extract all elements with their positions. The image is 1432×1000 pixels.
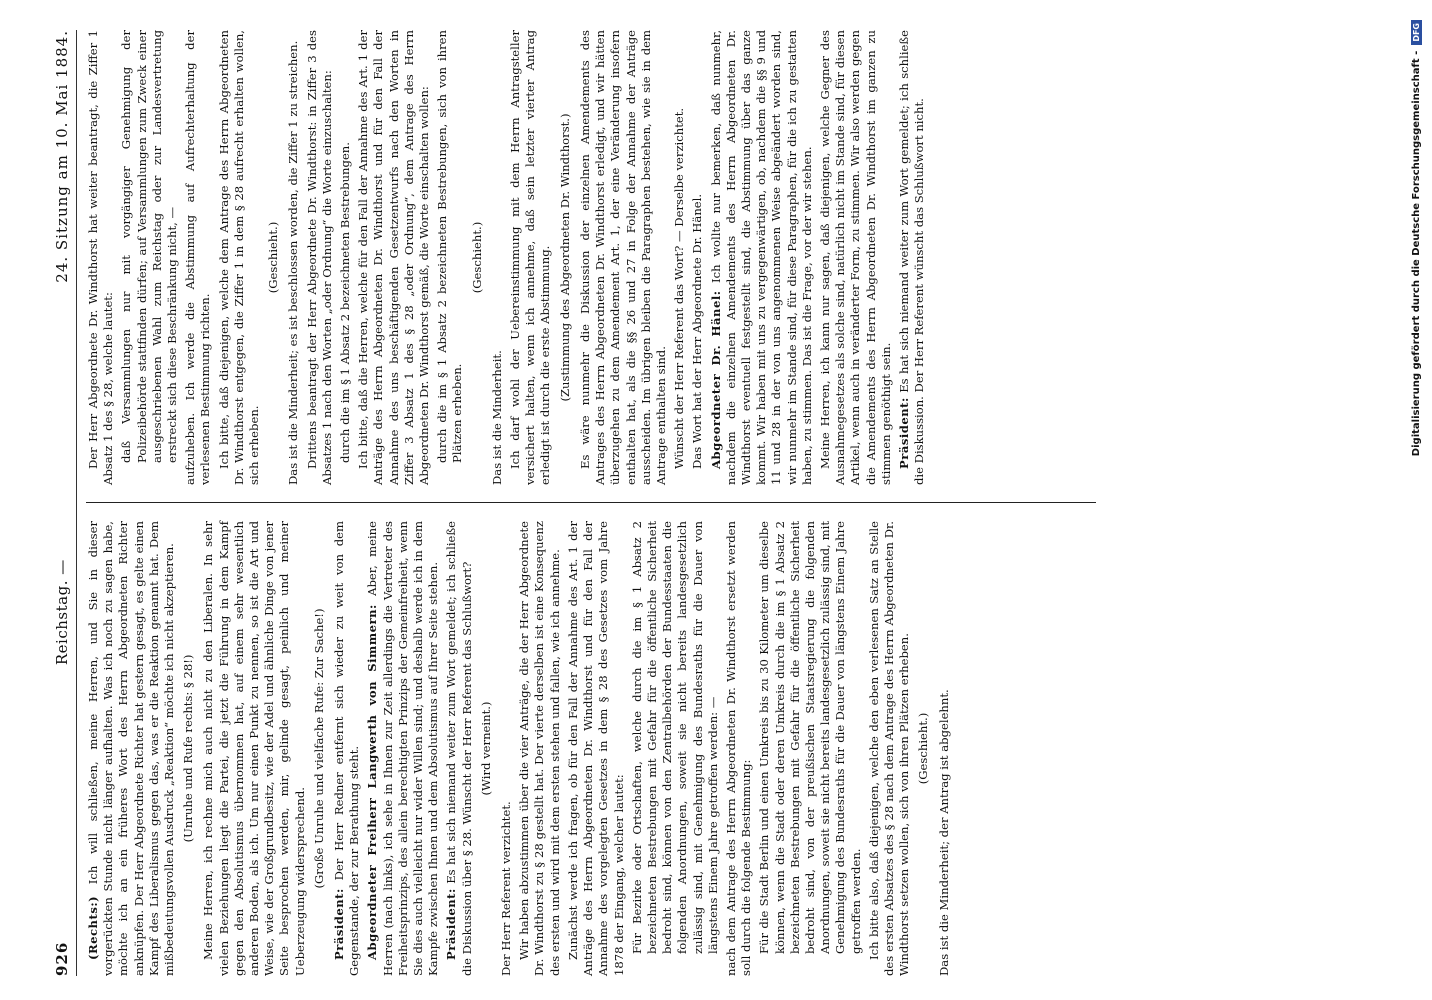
paragraph-text: Es wäre nunmehr die Diskussion der einzelnen Amendements des Antrages des Herrn Abgeordneten Dr. Windthorst erledigt, und wir hätten überzugehen zu dem Amendement Art. 1, der eine Veränderung insofern enthalten hat, als die §§ 26 und 27 in Folge der Annahme der Anträge ausscheiden. Im übrigen bleiben die Paragraphen bestehen, wie sie in dem Antrage enthalten sind.: [577, 30, 668, 485]
stage-direction: (Wird verneint.): [478, 701, 493, 796]
quoted-text: [630, 521, 721, 976]
speaker-name: Präsident:: [444, 888, 459, 960]
paragraph-text: Es hat sich niemand weiter zum Wort gemeldet; ich schließe die Diskussion. Der Herr Referent wünscht das Schlußwort nicht.: [896, 29, 927, 485]
quoted-text: [338, 30, 353, 485]
dfg-logo: DFG: [1411, 20, 1422, 45]
paragraph-text: Ich bitte also, daß diejenigen, welche den eben verlesenen Satz an Stelle des ersten Absatzes des § 28 nach dem Antrage des Herrn Abgeordneten Dr. Windthorst setzen wollen, sich von ihren Plätzen erheben.: [866, 521, 912, 976]
stage-direction: (Große Unruhe und vielfache Rufe: Zur Sache!): [311, 608, 326, 889]
footer-strip: [1406, 0, 1426, 1000]
paragraph: [365, 521, 441, 976]
quoted-text: [119, 30, 180, 485]
paragraph: [578, 30, 669, 485]
paragraph-text: Aber, meine Herren (nach links), ich sehe in Ihnen zur Zeit allerdings die Vertreter des Freiheitsprinzips, des allein berechtigten Prinzips der Gemeinfreiheit, wenn Sie dies auch vielleicht nur wider Willen sind; und deshalb werde ich in dem Kampfe zwischen Ihnen und dem Absolutismus auf Ihrer Seite stehen.: [365, 521, 441, 976]
footer-credit-text: Digitalisierung gefördert durch die Deutsche Forschungsgemeinschaft -: [1410, 50, 1422, 457]
paragraph-text: durch die im § 1 Absatz 2 bezeichneten Bestrebungen.: [338, 142, 353, 463]
publication-title: Reichstag. —: [53, 559, 71, 666]
stage-direction: (Geschieht.): [266, 221, 281, 294]
paragraph-text: Meine Herren, ich rechne mich auch nicht zu den Liberalen. In sehr vielen Beziehungen liegt die Partei, die jetzt die Führung in dem Kampf gegen den Absolutismus übernommen hat, auf einem sehr wesentlich anderen Boden, als ich. Um nur einen Punkt zu nennen, so ist die Art und Weise, wie der Großgrundbesitz, wie der Adel und ähnliche Dinge von jener Seite besprochen werden, mir, gelinde gesagt, peinlich und meiner Ueberzeugung widersprechend.: [201, 521, 307, 976]
quoted-text: [435, 30, 465, 485]
paragraph-text: Der Herr Referent verzichtet.: [499, 801, 514, 976]
text-column-left: [86, 521, 1366, 976]
stage-direction: (Geschieht.): [916, 712, 931, 785]
speaker-name: Abgeordneter Freiherr Langwerth von Simmern:: [365, 604, 380, 960]
paragraph: [201, 521, 307, 976]
paragraph-text: Wir haben abzustimmen über die vier Anträge, die der Herr Abgeordnete Dr. Windthorst zu § 28 gestellt hat. Der vierte derselben ist eine Konsequenz des ersten und wird mit dem ersten stehen und fallen, wie ich annehme.: [517, 521, 562, 976]
paragraph-text: Ich darf wohl der Uebereinstimmung mit dem Herrn Antragsteller versichert halten, wenn ich annehme, daß sein letzter vierter Antrag erledigt ist durch die erste Abstimmung.: [508, 30, 553, 485]
paragraph-text: aufzuheben. Ich werde die Abstimmung auf Aufrechterhaltung der verlesenen Bestimmung richten.: [183, 30, 213, 485]
paragraph: [86, 30, 116, 485]
paragraph-text: Wünscht der Herr Referent das Wort? — Derselbe verzichtet.: [672, 107, 687, 469]
paragraph: [286, 30, 301, 485]
paragraph: [86, 521, 177, 976]
paragraph: [937, 521, 952, 976]
stage-direction: (Zustimmung des Abgeordneten Dr. Windthorst.): [557, 113, 572, 402]
page-number: 926: [53, 941, 71, 976]
stage-direction: (Unruhe und Rufe rechts: § 28!): [181, 654, 196, 843]
speaker-name: (Rechts:): [86, 895, 100, 960]
paragraph: [305, 30, 335, 485]
paragraph-text: nach dem Antrage des Herrn Abgeordneten Dr. Windthorst ersetzt werden soll durch die folgende Bestimmung:: [723, 521, 754, 976]
column-divider: [86, 502, 1096, 503]
paragraph-text: Das ist die Minderheit; der Antrag ist abgelehnt.: [936, 689, 951, 976]
paragraph-text: Das ist die Minderheit; es ist beschlossen worden, die Ziffer 1 zu streichen.: [286, 40, 301, 485]
paragraph-text: Meine Herren, ich kann nur sagen, daß diejenigen, welche Gegner des Ausnahmegesetzes als solche sind, natürlich nicht im Stande sind, für diesen Artikel, wenn auch in veränderter Form, zu stimmen. Wir also werden gegen die Amendements des Herrn Abgeordneten Dr. Windthorst im ganzen zu stimmen genöthigt sein.: [817, 30, 893, 485]
paragraph: [566, 521, 627, 976]
paragraph: [709, 30, 815, 485]
paragraph-text: Zunächst werde ich fragen, ob für den Fall der Annahme des Art. 1 der Anträge des Herrn Abgeordneten Dr. Windthorst und für den Fall der Annahme des vorgelegten Gesetzes in dem § 28 des Gesetzes vom Jahre 1878 der Eingang, welcher lautet:: [565, 521, 626, 976]
paragraph-text: Das ist die Minderheit.: [489, 350, 504, 485]
session-title: 24. Sitzung am 10. Mai 1884.: [53, 30, 71, 283]
quoted-text: [757, 521, 863, 976]
paragraph: [217, 30, 263, 485]
paragraph-text: Ich bitte, daß diejenigen, welche dem Antrage des Herrn Abgeordneten Dr. Windthorst entgegen, die Ziffer 1 in dem § 28 aufrecht erhalten wollen, sich erheben.: [216, 30, 262, 485]
paragraph-text: Drittens beantragt der Herr Abgeordnete Dr. Windthorst: in Ziffer 3 des Absatzes 1 nach den Worten „oder Ordnung“ die Worte einzuschalten:: [304, 30, 334, 485]
paragraph: [724, 521, 754, 976]
paragraph-text: Ich bitte, daß die Herren, welche für den Fall der Annahme des Art. 1 der Anträge des Herrn Abgeordneten Dr. Windthorst und für den Fall der Annahme des uns beschäftigenden Gesetzentwurfs nach den Worten in Ziffer 3 Absatz 1 des § 28 „oder Ordnung“, dem Antrage des Herrn Abgeordneten Dr. Windthorst gemäß, die Worte einschalten wollen:: [356, 30, 432, 485]
paragraph: [867, 521, 913, 976]
paragraph-text: Für die Stadt Berlin und einen Umkreis bis zu 30 Kilometer um dieselbe können, wenn die Stadt oder deren Umkreis durch die im § 1 Absatz 2 bezeichneten Bestrebungen mit Gefahr für die öffentliche Sicherheit bedroht sind, von der preußischen Staatsregierung die folgenden Anordnungen, soweit sie nicht bereits landesgesetzlich zulässig sind, mit Genehmigung des Bundesraths für die Dauer von längstens Einem Jahre getroffen werden.: [757, 521, 863, 954]
paragraph: [690, 30, 705, 485]
speaker-name: Präsident:: [332, 888, 347, 960]
paragraph-text: durch die im § 1 Absatz 2 bezeichneten Bestrebungen, sich von ihren Plätzen erheben.: [435, 30, 465, 463]
paragraph: [517, 521, 563, 976]
paragraph-text: Der Herr Redner entfernt sich wieder zu weit von dem Gegenstande, der zur Berathung steht.: [332, 521, 362, 976]
paragraph: [490, 30, 505, 485]
paragraph-text: Ich will schließen, meine Herren, und Sie in dieser vorgerückten Stunde nicht länger aufhalten. Was ich noch zu sagen habe, möchte ich an ein früheres Wort des Herrn Abgeordneten Richter anknüpfen. Der Herr Abgeordnete Richter hat gestern gesagt, es gelte einen Kampf des Liberalismus gegen das, was er die Reaktion genannt hat. Dem mißbedeutungsvollen Ausdruck „Reaktion“ möchte ich nicht akzeptieren.: [86, 521, 177, 976]
paragraph: [672, 30, 687, 485]
footer-credit: [1406, 0, 1426, 1000]
paragraph: [332, 521, 362, 976]
paragraph: [444, 521, 474, 976]
speaker-name: Abgeordneter Dr. Hänel:: [708, 290, 723, 469]
paragraph: [897, 30, 927, 485]
paragraph-text: Der Herr Abgeordnete Dr. Windthorst hat weiter beantragt, die Ziffer 1 Absatz 1 des § 28, welche lautet:: [86, 30, 116, 485]
stage-direction: (Geschieht.): [469, 221, 484, 294]
paragraph: [356, 30, 432, 485]
paragraph-text: Ich wollte nur bemerken, daß nunmehr, nachdem die einzelnen Amendements des Herrn Abgeordneten Dr. Windthorst eventuell festgestellt sind, die Abstimmung über das ganze kommt. Wir haben mit uns zu vergegenwärtigen, ob, nachdem die §§ 9 und 11 und 28 in der von uns angenommenen Weise abgeändert worden sind, wir nunmehr im Stande sind, für diese Paragraphen, für die ich zu gestatten haben, zu stimmen. Das ist die Frage, vor der wir stehen.: [708, 29, 814, 485]
paragraph-text: daß Versammlungen nur mit vorgängiger Genehmigung der Polizeibehörde stattfinden dürfen; auf Versammlungen zum Zweck einer ausgeschriebenen Wahl zum Reichstag oder zur Landesvertretung erstreckt sich diese Beschränkung nicht, —: [119, 30, 180, 463]
paragraph: [818, 30, 894, 485]
paragraph: [499, 521, 514, 976]
page-header: [48, 30, 77, 976]
text-column-right: [86, 30, 1106, 485]
paragraph: [508, 30, 554, 485]
paragraph-text: Für Bezirke oder Ortschaften, welche durch die im § 1 Absatz 2 bezeichneten Bestrebungen mit Gefahr für die öffentliche Sicherheit bedroht sind, können von den Zentralbehörden der Bundesstaaten die folgenden Anordnungen, soweit sie nicht bereits landesgesetzlich zulässig sind, mit Genehmigung des Bundesraths für die Dauer von längstens Einem Jahre getroffen werden: —: [629, 521, 720, 954]
paragraph-text: Das Wort hat der Herr Abgeordnete Dr. Hänel.: [690, 193, 705, 469]
paragraph: [183, 30, 213, 485]
paragraph-text: Es hat sich niemand weiter zum Wort gemeldet; ich schließe die Diskussion über § 28. Wünscht der Herr Referent das Schlußwort?: [444, 520, 474, 976]
speaker-name: Präsident:: [896, 397, 911, 469]
